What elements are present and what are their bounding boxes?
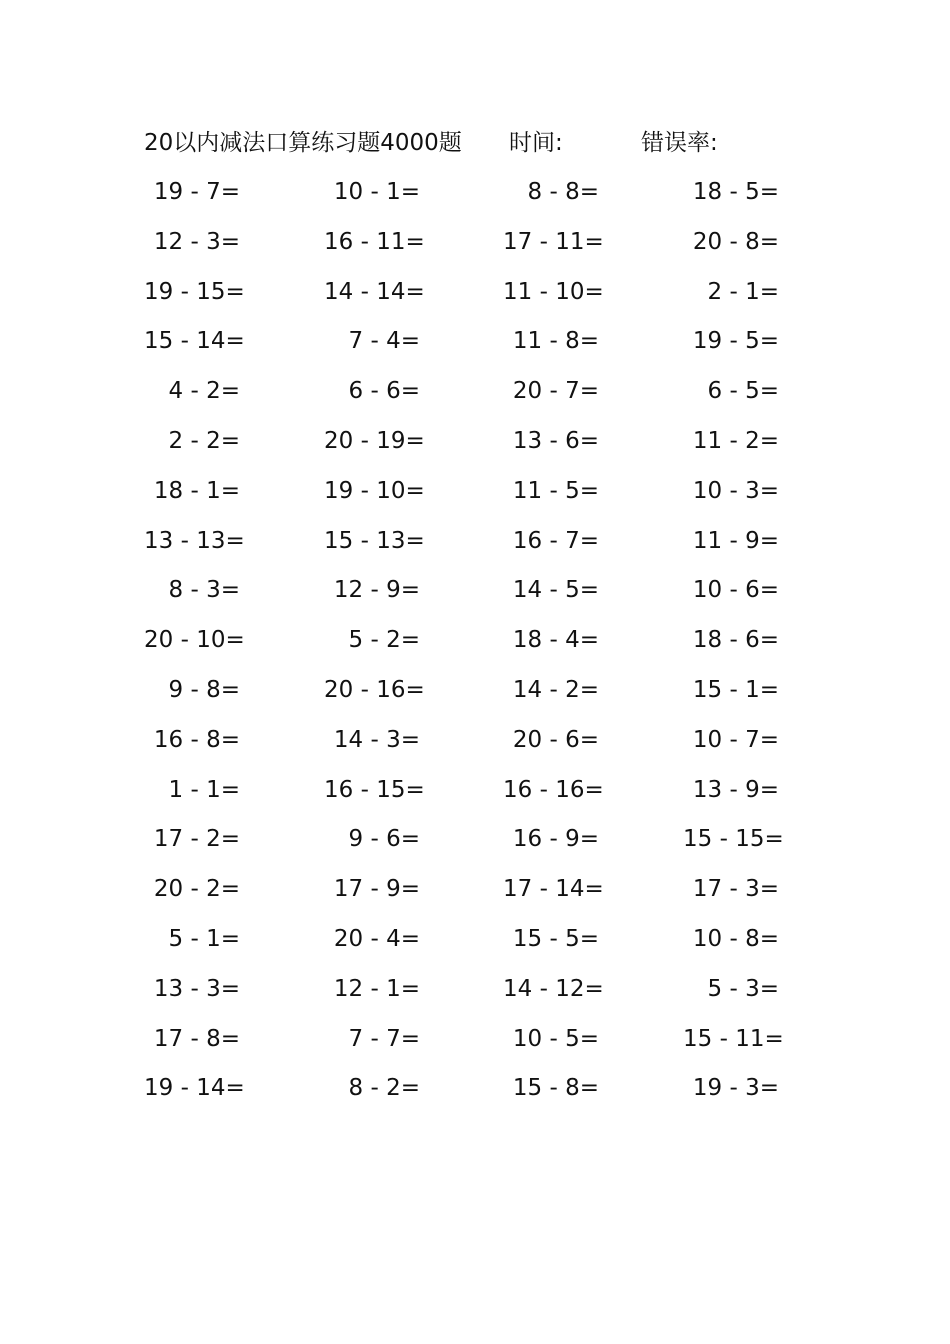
subtraction-problem: 11 - 8=	[512, 328, 599, 355]
time-label: 时间:	[509, 130, 563, 156]
subtraction-problem: 19 - 14=	[144, 1075, 245, 1102]
problem-row	[0, 225, 950, 275]
subtraction-problem: 11 - 5=	[512, 477, 599, 504]
subtraction-problem: 18 - 4=	[512, 627, 599, 654]
subtraction-problem: 17 - 14=	[503, 876, 604, 903]
subtraction-problem: 13 - 3=	[153, 975, 240, 1002]
problem-row	[0, 673, 950, 723]
subtraction-problem: 15 - 11=	[683, 1025, 784, 1052]
problem-row	[0, 623, 950, 673]
subtraction-problem: 19 - 7=	[153, 179, 240, 205]
subtraction-problem: 14 - 5=	[512, 577, 599, 604]
subtraction-problem: 19 - 5=	[692, 328, 779, 355]
problem-row	[0, 275, 950, 325]
subtraction-problem: 2 - 1=	[707, 278, 779, 305]
subtraction-problem: 16 - 7=	[512, 527, 599, 554]
subtraction-problem: 9 - 8=	[168, 676, 240, 703]
subtraction-problem: 17 - 8=	[153, 1025, 240, 1052]
subtraction-problem: 11 - 2=	[692, 427, 779, 454]
subtraction-problem: 20 - 10=	[144, 627, 245, 654]
subtraction-problem: 1 - 1=	[168, 776, 240, 803]
subtraction-problem: 7 - 7=	[348, 1025, 420, 1052]
subtraction-problem: 16 - 8=	[153, 726, 240, 753]
subtraction-problem: 8 - 3=	[168, 577, 240, 604]
subtraction-problem: 20 - 2=	[153, 876, 240, 903]
subtraction-problem: 6 - 6=	[348, 378, 420, 405]
problem-grid	[0, 175, 950, 1121]
subtraction-problem: 13 - 6=	[512, 427, 599, 454]
subtraction-problem: 14 - 2=	[512, 676, 599, 703]
problem-row	[0, 773, 950, 823]
subtraction-problem: 20 - 4=	[333, 925, 420, 952]
subtraction-problem: 10 - 1=	[333, 179, 420, 205]
subtraction-problem: 15 - 8=	[512, 1075, 599, 1102]
subtraction-problem: 2 - 2=	[168, 427, 240, 454]
subtraction-problem: 8 - 8=	[527, 179, 599, 205]
problem-row	[0, 1022, 950, 1072]
subtraction-problem: 5 - 2=	[348, 627, 420, 654]
problem-row	[0, 1071, 950, 1121]
subtraction-problem: 10 - 8=	[692, 925, 779, 952]
subtraction-problem: 5 - 1=	[168, 925, 240, 952]
problem-row	[0, 324, 950, 374]
subtraction-problem: 14 - 12=	[503, 975, 604, 1002]
subtraction-problem: 12 - 9=	[333, 577, 420, 604]
problem-row	[0, 723, 950, 773]
subtraction-problem: 8 - 2=	[348, 1075, 420, 1102]
subtraction-problem: 10 - 7=	[692, 726, 779, 753]
subtraction-problem: 12 - 1=	[333, 975, 420, 1002]
subtraction-problem: 14 - 3=	[333, 726, 420, 753]
problem-row	[0, 922, 950, 972]
subtraction-problem: 17 - 3=	[692, 876, 779, 903]
subtraction-problem: 18 - 6=	[692, 627, 779, 654]
subtraction-problem: 4 - 2=	[168, 378, 240, 405]
problem-row	[0, 175, 950, 225]
problem-row	[0, 374, 950, 424]
problem-row	[0, 822, 950, 872]
problem-row	[0, 573, 950, 623]
subtraction-problem: 11 - 10=	[503, 278, 604, 305]
subtraction-problem: 20 - 6=	[512, 726, 599, 753]
subtraction-problem: 12 - 3=	[153, 228, 240, 255]
subtraction-problem: 7 - 4=	[348, 328, 420, 355]
problem-row	[0, 524, 950, 574]
subtraction-problem: 13 - 13=	[144, 527, 245, 554]
subtraction-problem: 6 - 5=	[707, 378, 779, 405]
subtraction-problem: 10 - 5=	[512, 1025, 599, 1052]
subtraction-problem: 15 - 14=	[144, 328, 245, 355]
subtraction-problem: 17 - 2=	[153, 826, 240, 853]
subtraction-problem: 16 - 15=	[324, 776, 425, 803]
subtraction-problem: 10 - 3=	[692, 477, 779, 504]
subtraction-problem: 19 - 10=	[324, 477, 425, 504]
subtraction-problem: 19 - 3=	[692, 1075, 779, 1102]
subtraction-problem: 15 - 15=	[683, 826, 784, 853]
worksheet-title: 20以内减法口算练习题4000题	[144, 130, 462, 156]
subtraction-problem: 16 - 16=	[503, 776, 604, 803]
subtraction-problem: 17 - 11=	[503, 228, 604, 255]
problem-row	[0, 972, 950, 1022]
subtraction-problem: 11 - 9=	[692, 527, 779, 554]
subtraction-problem: 18 - 1=	[153, 477, 240, 504]
subtraction-problem: 15 - 5=	[512, 925, 599, 952]
problem-row	[0, 474, 950, 524]
subtraction-problem: 5 - 3=	[707, 975, 779, 1002]
subtraction-problem: 17 - 9=	[333, 876, 420, 903]
subtraction-problem: 16 - 9=	[512, 826, 599, 853]
problem-row	[0, 424, 950, 474]
subtraction-problem: 15 - 13=	[324, 527, 425, 554]
subtraction-problem: 15 - 1=	[692, 676, 779, 703]
subtraction-problem: 13 - 9=	[692, 776, 779, 803]
subtraction-problem: 18 - 5=	[692, 179, 779, 205]
subtraction-problem: 20 - 19=	[324, 427, 425, 454]
subtraction-problem: 20 - 7=	[512, 378, 599, 405]
problem-row	[0, 872, 950, 922]
subtraction-problem: 16 - 11=	[324, 228, 425, 255]
subtraction-problem: 14 - 14=	[324, 278, 425, 305]
subtraction-problem: 10 - 6=	[692, 577, 779, 604]
error-rate-label: 错误率:	[641, 130, 718, 156]
subtraction-problem: 20 - 16=	[324, 676, 425, 703]
worksheet-header	[144, 126, 864, 160]
subtraction-problem: 9 - 6=	[348, 826, 420, 853]
subtraction-problem: 20 - 8=	[692, 228, 779, 255]
subtraction-problem: 19 - 15=	[144, 278, 245, 305]
